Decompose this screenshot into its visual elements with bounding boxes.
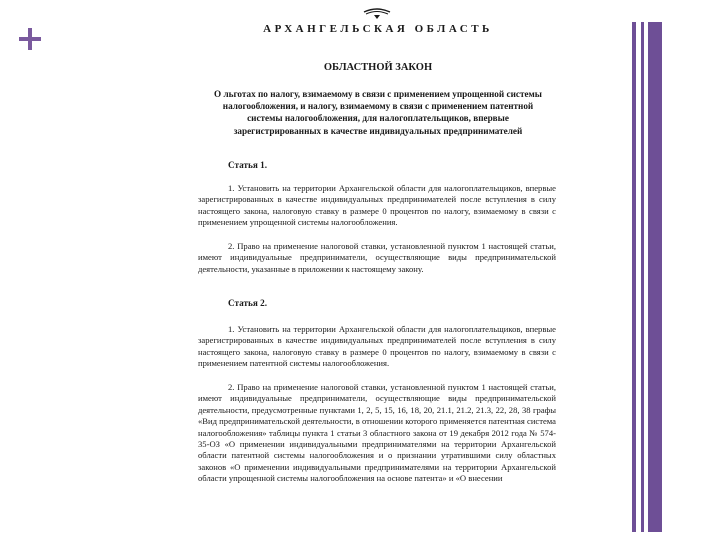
decorative-bar <box>648 22 662 532</box>
coat-of-arms-icon <box>362 6 392 20</box>
law-title: ОБЛАСТНОЙ ЗАКОН <box>323 62 433 73</box>
decorative-bar <box>641 22 644 532</box>
law-subtitle: О льготах по налогу, взимаемому в связи с применением упрощенной системы налогообложения, и налогу, взимаемому в связи с применением патентной системы налогообложения, для налогоплательщиков, впервые зарегистрированных в качестве индивидуальных предпринимателей <box>214 89 542 136</box>
decorative-bars <box>632 22 666 532</box>
plus-icon <box>17 26 43 52</box>
article-paragraph: 2. Право на применение налоговой ставки, установленной пунктом 1 настоящей статьи, имеют индивидуальные предприниматели, осуществляющие виды предпринимательской деятельности, указанные в приложении к настоящему закону. <box>198 241 556 274</box>
article-paragraph: 1. Установить на территории Архангельской области для налогоплательщиков, впервые зарегистрированных в качестве индивидуальных предпринимателей после вступления в силу настоящего закона, налоговую ставку в размере 0 процентов по налогу, взимаемому в связи с применением патентной системы налогообложения. <box>198 324 556 369</box>
article-paragraph: 1. Установить на территории Архангельской области для налогоплательщиков, впервые зарегистрированных в качестве индивидуальных предпринимателей после вступления в силу настоящего закона, налоговую ставку в размере 0 процентов по налогу, взимаемому в связи с применением упрощенной системы налогообложения. <box>198 183 556 228</box>
article-heading: Статья 2. <box>228 298 268 308</box>
document-page <box>196 6 560 536</box>
article-paragraph: 2. Право на применение налоговой ставки, установленной пунктом 1 настоящей статьи, имеют индивидуальные предприниматели, осуществляющие виды предпринимательской деятельности, предусмотренные пунктами 1, 2, 5, 15, 16, 18, 20, 21.1, 21.2, 21.3, 22, 28, 38 графы «Вид предпринимательской деятельности, в отношении которого применяется патентная система налогообложения» таблицы пункта 1 статьи 3 областного закона от 19 декабря 2012 года № 574-35-ОЗ «О применении индивидуальными предпринимателями на территории Архангельской области патентной системы налогообложения и о признании утратившими силу областных законов «О применении индивидуальными предпринимателями на территории Архангельской области упрощенной системы налогообложения на основе патента» и «О внесении <box>198 382 556 484</box>
region-name: АРХАНГЕЛЬСКАЯ ОБЛАСТЬ <box>263 23 493 35</box>
article-heading: Статья 1. <box>228 160 268 170</box>
decorative-bar <box>632 22 636 532</box>
